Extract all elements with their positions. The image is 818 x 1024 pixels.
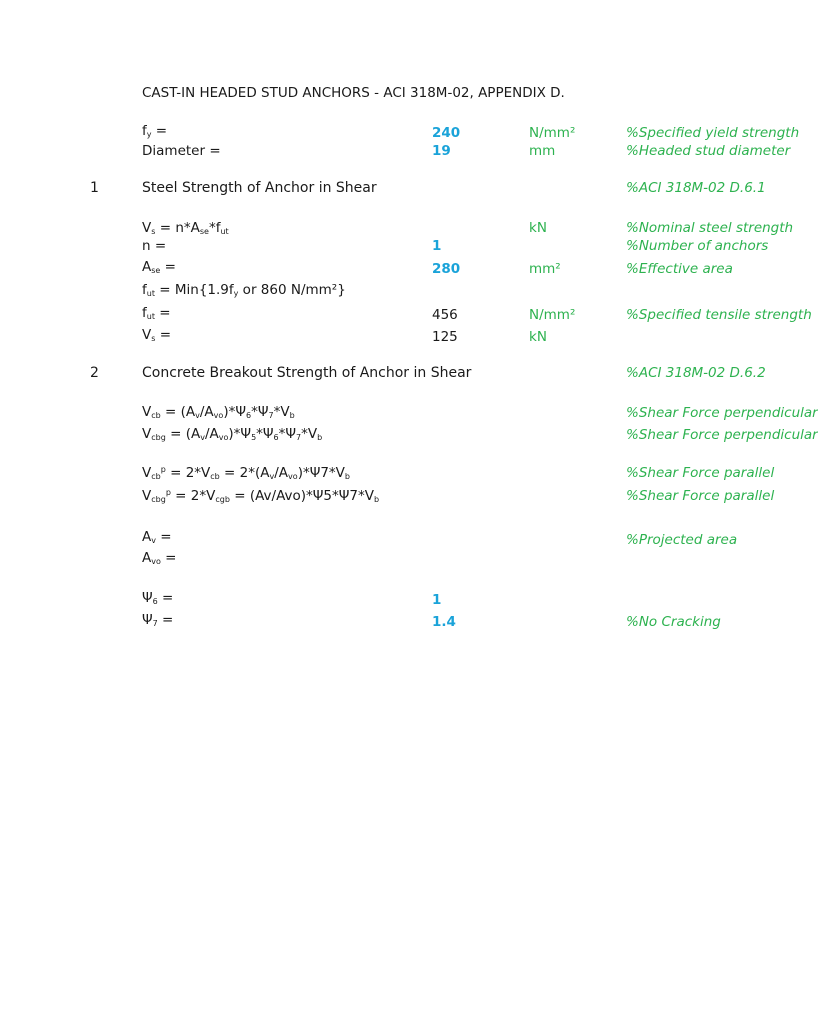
vs-unit: kN	[529, 329, 547, 345]
ase-note: %Effective area	[626, 261, 733, 277]
fy-label: $f_y$ =	[142, 123, 168, 139]
section-2-number: 2	[90, 365, 99, 381]
section-1-number: 1	[90, 180, 99, 196]
vs-formula-unit: kN	[529, 220, 547, 236]
diameter-value[interactable]: 19	[432, 143, 451, 159]
section-2-note: %ACI 318M-02 D.6.2	[626, 365, 766, 381]
n-value[interactable]: 1	[432, 238, 442, 254]
section-2-heading: Concrete Breakout Strength of Anchor in Shear	[142, 365, 472, 381]
fut-note: %Specified tensile strength	[626, 307, 812, 323]
page-title: CAST-IN HEADED STUD ANCHORS - ACI 318M-02, APPENDIX D.	[142, 85, 565, 101]
diameter-unit: mm	[529, 143, 556, 159]
vcb-note: %Shear Force perpendicular	[626, 405, 818, 421]
n-label: n =	[142, 238, 167, 254]
fut-unit: N/mm²	[529, 307, 576, 323]
fut-formula: $f_{ut} = Min\{1.9f_y$ or 860 N/mm²}	[142, 282, 346, 298]
psi7-value[interactable]: 1.4	[432, 614, 456, 630]
ase-value[interactable]: 280	[432, 261, 461, 277]
section-1-note: %ACI 318M-02 D.6.1	[626, 180, 766, 196]
vcbgp-formula: $V_{cbg}^p = 2*V_{cgb} = (Av/Avo)*\Psi 5*\Psi 7*V_b$	[142, 488, 380, 504]
fut-value: 456	[432, 307, 458, 323]
psi7-note: %No Cracking	[626, 614, 721, 630]
fy-note: %Specified yield strength	[626, 125, 800, 141]
vcbp-note: %Shear Force parallel	[626, 465, 775, 481]
vs-formula-note: %Nominal steel strength	[626, 220, 794, 236]
section-1-heading: Steel Strength of Anchor in Shear	[142, 180, 377, 196]
fut-label: $f_{ut}$ =	[142, 305, 171, 321]
psi7-label: $\Psi_7$ =	[142, 612, 174, 628]
vs-formula: $V_s = n*A_{se}*f_{ut}$	[142, 220, 229, 236]
diameter-note: %Headed stud diameter	[626, 143, 791, 159]
vs-label: $V_s$ =	[142, 327, 172, 343]
diameter-label: Diameter =	[142, 143, 221, 159]
avo-label: $A_{vo}$ =	[142, 550, 177, 566]
vcbg-formula: $V_{cbg} = (A_v/A_{vo})*\Psi_5*\Psi_6*\Psi_7*V_b$	[142, 426, 323, 442]
vcbgp-note: %Shear Force parallel	[626, 488, 775, 504]
fy-unit: N/mm²	[529, 125, 576, 141]
vcbp-formula: $V_{cb}^p = 2*V_{cb} = 2*(A_v/A_{vo})*\Psi 7*V_b$	[142, 465, 350, 481]
ase-unit: mm²	[529, 261, 561, 277]
vcb-formula: $V_{cb} = (A_v/A_{vo})*\Psi_6*\Psi_7*V_b$	[142, 404, 295, 420]
av-note: %Projected area	[626, 532, 738, 548]
ase-label: $A_{se}$ =	[142, 259, 176, 275]
psi6-value[interactable]: 1	[432, 592, 442, 608]
n-note: %Number of anchors	[626, 238, 769, 254]
fy-value[interactable]: 240	[432, 125, 461, 141]
av-label: $A_v$ =	[142, 529, 172, 545]
psi6-label: $\Psi_6$ =	[142, 590, 174, 606]
vcbg-note: %Shear Force perpendicular	[626, 427, 818, 443]
vs-value: 125	[432, 329, 458, 345]
